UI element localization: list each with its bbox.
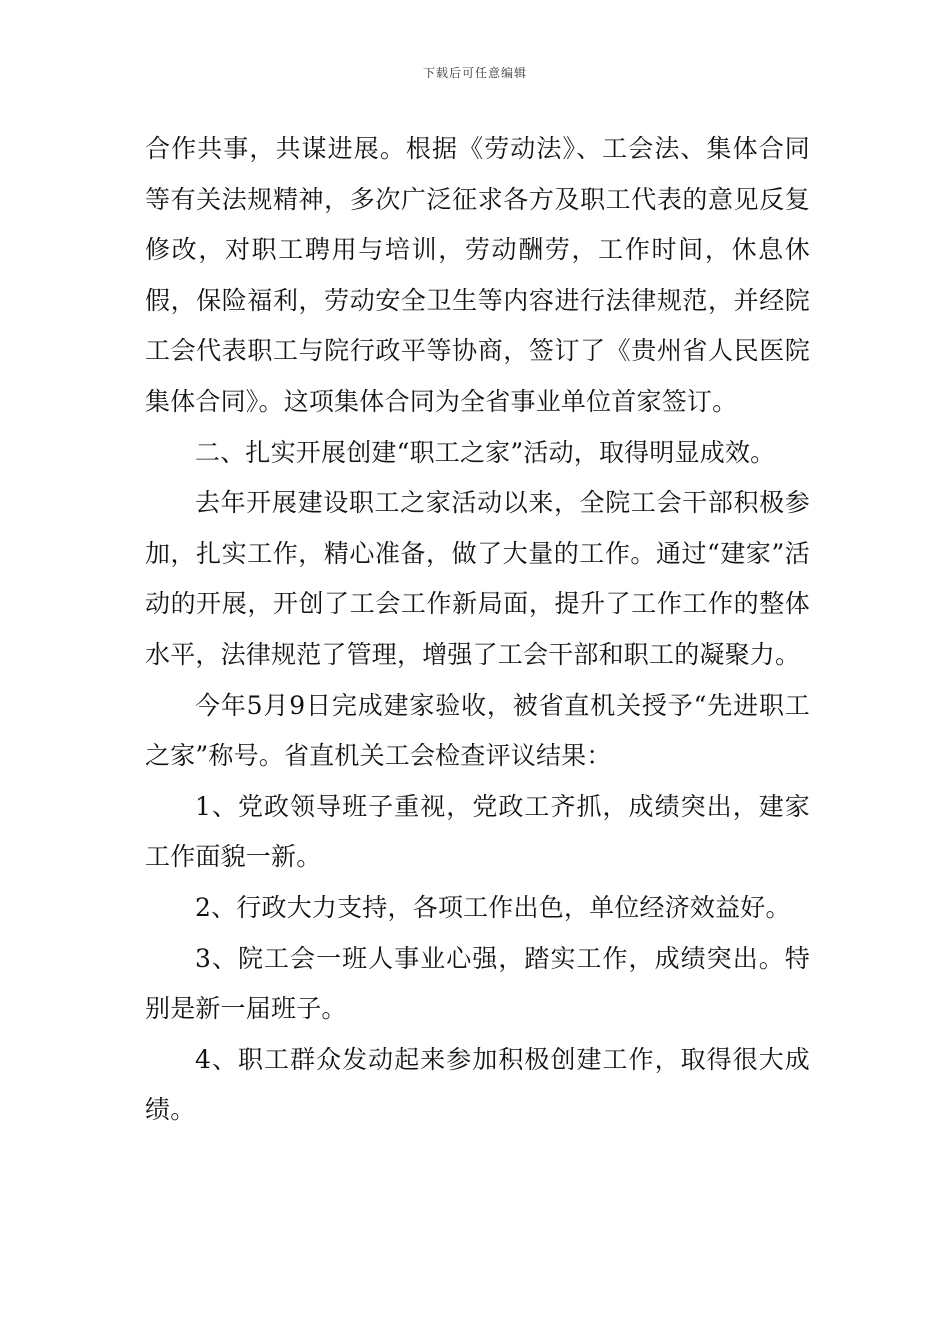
- paragraph: 今年5月9日完成建家验收，被省直机关授予“先进职工之家”称号。省直机关工会检查评议结果：: [145, 690, 810, 771]
- page-header: 下载后可任意编辑: [422, 66, 527, 80]
- list-item: 1、党政领导班子重视，党政工齐抓，成绩突出，建家工作面貌一新。: [145, 791, 810, 872]
- list-item: 3、院工会一班人事业心强，踏实工作，成绩突出。特别是新一届班子。: [145, 943, 810, 1024]
- list-item: 4、职工群众发动起来参加积极创建工作，取得很大成绩。: [145, 1044, 810, 1125]
- section-heading: 二、扎实开展创建“职工之家”活动，取得明显成效。: [195, 437, 776, 467]
- document-body: [145, 124, 810, 1136]
- list-item: 2、行政大力支持，各项工作出色，单位经济效益好。: [195, 892, 791, 922]
- paragraph-continuation: 合作共事，共谋进展。根据《劳动法》、工会法、集体合同等有关法规精神，多次广泛征求各方及职工代表的意见反复修改，对职工聘用与培训，劳动酬劳，工作时间，休息休假，保险福利，劳动安全卫生等内容进行法律规范，并经院工会代表职工与院行政平等协商，签订了《贵州省人民医院集体合同》。这项集体合同为全省事业单位首家签订。: [145, 134, 810, 416]
- paragraph: 去年开展建设职工之家活动以来，全院工会干部积极参加，扎实工作，精心准备，做了大量的工作。通过“建家”活动的开展，开创了工会工作新局面，提升了工作工作的整体水平，法律规范了管理，增强了工会干部和职工的凝聚力。: [145, 488, 810, 669]
